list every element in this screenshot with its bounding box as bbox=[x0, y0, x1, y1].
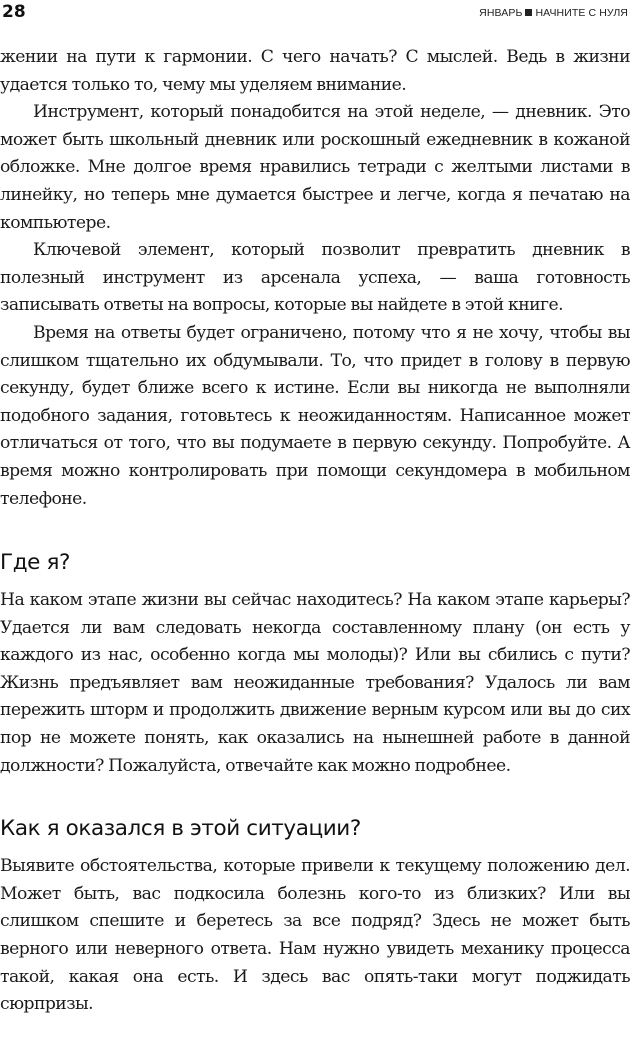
paragraph: Инструмент, который понадобится на этой неделе, — дневник. Это может быть школьный дневник или роскошный ежедневник в кожаной обложке. Мне долгое время нравились тетради с желтыми листами в линейку, но теперь мне думается быстрее и легче, когда я печатаю на компьютере. bbox=[0, 102, 630, 233]
paragraph: На каком этапе жизни вы сейчас находитесь? На каком этапе карьеры? Удается ли вам следовать некогда составленному плану (он есть у каждого из нас, особенно когда мы молоды)? Или вы сбились с пути? Жизнь предъявляет вам неожиданные требования? Удалось ли вам пережить шторм и продолжить движение верным курсом или вы до сих пор не можете понять, как оказались на нынешней работе в данной должности? Пожалуйста, отвечайте как можно подробнее. bbox=[0, 590, 630, 776]
section-label: ЯНВАРЬ bbox=[479, 7, 523, 19]
paragraph: Ключевой элемент, который позволит превратить дневник в полезный инструмент из арсенала успеха, — ваша готовность записывать ответы на вопросы, которые вы найдете в этой книге. bbox=[0, 240, 630, 316]
section-heading-where-am-i: Где я? bbox=[0, 550, 70, 576]
page-number: 28 bbox=[2, 2, 26, 22]
running-header bbox=[0, 0, 632, 26]
page-text bbox=[0, 44, 630, 1019]
chapter-label: НАЧНИТЕ С НУЛЯ bbox=[535, 7, 628, 19]
section-heading-how-did-i-get-here: Как я оказался в этой ситуации? bbox=[0, 816, 361, 842]
paragraph-continued: жении на пути к гармонии. С чего начать? С мыслей. Ведь в жизни удается только то, чему мы уделяем внимание. bbox=[0, 47, 630, 95]
paragraph: Выявите обстоятельства, которые привели к текущему положению дел. Может быть, вас подкосила болезнь кого-то из близких? Или вы слишком спешите и беретесь за все подряд? Здесь не может быть верного или неверного ответа. Нам нужно увидеть механику процесса такой, какая она есть. И здесь вас опять-таки могут поджидать сюрпризы. bbox=[0, 856, 630, 1015]
paragraph: Время на ответы будет ограничено, потому что я не хочу, чтобы вы слишком тщательно их обдумывали. То, что придет в голову в первую секунду, будет ближе всего к истине. Если вы никогда не выполняли подобного задания, готовьтесь к неожиданностям. Написанное может отличаться от того, что вы подумаете в первую секунду. Попробуйте. А время можно контролировать при помощи секундомера в мобильном телефоне. bbox=[0, 322, 630, 509]
running-title bbox=[479, 6, 628, 20]
square-bullet-icon bbox=[525, 9, 532, 16]
